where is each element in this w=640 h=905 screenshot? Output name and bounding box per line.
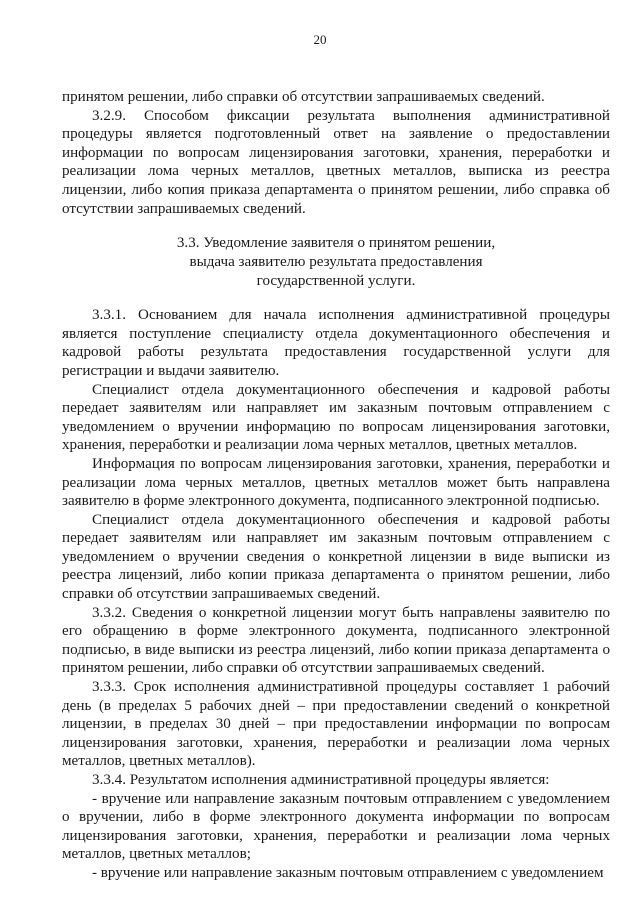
paragraph-3-3-2: 3.3.2. Сведения о конкретной лицензии могут быть направлены заявителю по его обращению в форме электронного документа, подписанного электронной подписью, в виде выписки из реестра лицензий, либо копии приказа департамента о принятом решении, либо справки об отсутствии запрашиваемых сведений.: [62, 604, 610, 677]
section-heading-line: выдача заявителю результата предоставления: [189, 254, 483, 271]
paragraph: Информация по вопросам лицензирования заготовки, хранения, переработки и реализации лома черных металлов, цветных металлов может быть направлена заявителю в форме электронного документа, подписанного электронной подписью.: [62, 455, 610, 510]
section-heading-line: 3.3. Уведомление заявителя о принятом решении,: [176, 235, 496, 252]
paragraph-3-3-1: 3.3.1. Основанием для начала исполнения административной процедуры является поступление специалисту отдела документационного обеспечения и кадровой работы результата предоставления государственной услуги для регистрации и выдачи заявителю.: [62, 307, 610, 379]
document-body: [62, 88, 610, 883]
section-heading-3-3: [62, 234, 610, 291]
list-item: - вручение или направление заказным почтовым отправлением с уведомлением о вручении, либо в форме электронного документа информации по вопросам лицензирования заготовки, хранения, переработки и реализации лома черных металлов, цветных металлов;: [62, 790, 610, 863]
list-item: - вручение или направление заказным почтовым отправлением с уведомлением: [92, 864, 604, 881]
paragraph-3-3-3: 3.3.3. Срок исполнения административной процедуры составляет 1 рабочий день (в пределах 5 рабочих дней – при предоставлении сведений о конкретной лицензии, в пределах 30 дней – при предоставлении информации по вопросам лицензирования заготовки, хранения, переработки и реализации лома черных металлов, цветных металлов).: [62, 679, 610, 770]
page-number: 20: [313, 32, 327, 47]
paragraph-3-3-4: 3.3.4. Результатом исполнения административной процедуры является:: [92, 772, 550, 788]
paragraph: принятом решении, либо справки об отсутствии запрашиваемых сведений.: [62, 89, 545, 105]
section-heading-line: государственной услуги.: [256, 273, 416, 290]
paragraph: Специалист отдела документационного обеспечения и кадровой работы передает заявителям или направляет им заказным почтовым отправлением с уведомлением о вручении информацию по вопросам лицензирования заготовки, хранения, переработки и реализации лома черных металлов, цветных металлов.: [62, 381, 610, 454]
paragraph-3-2-9: 3.2.9. Способом фиксации результата выполнения административной процедуры является подготовленный ответ на заявление о предоставлении информации по вопросам лицензирования заготовки, хранения, переработки и реализации лома черных металлов, цветных металлов, выписка из реестра лицензии, либо копия приказа департамента о принятом решении, либо справка об отсутствии запрашиваемых сведений.: [62, 107, 610, 217]
paragraph: Специалист отдела документационного обеспечения и кадровой работы передает заявителям или направляет им заказным почтовым отправлением с уведомлением о вручении сведения о конкретной лицензии в виде выписки из реестра лицензий, либо копии приказа департамента о принятом решении, либо справки об отсутствии запрашиваемых сведений.: [62, 511, 610, 603]
